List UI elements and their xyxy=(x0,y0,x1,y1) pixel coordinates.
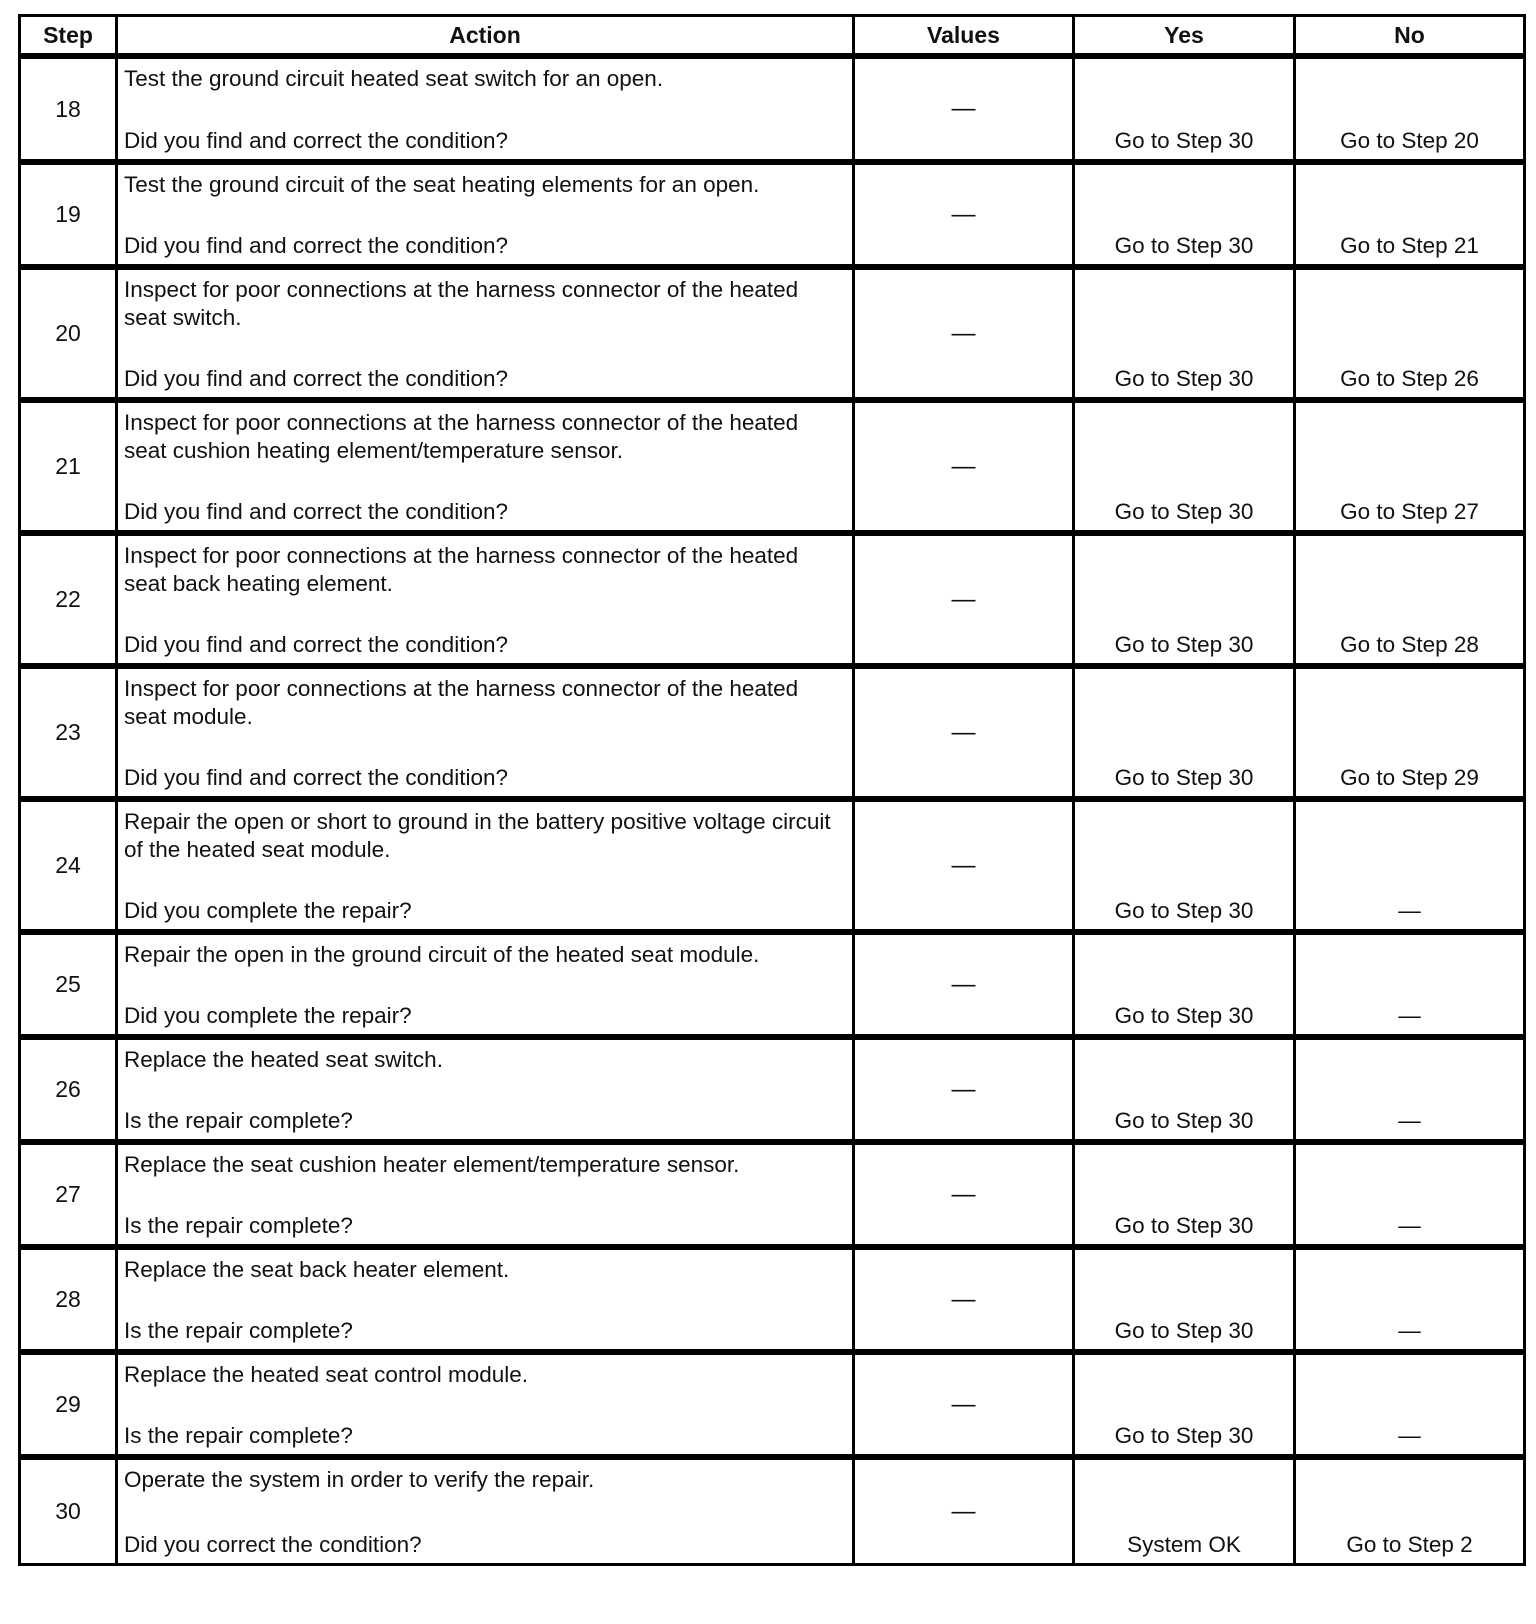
action-question: Is the repair complete? xyxy=(124,1108,353,1133)
action-question: Is the repair complete? xyxy=(124,1423,353,1448)
action-question: Did you complete the repair? xyxy=(124,898,412,923)
action-content xyxy=(118,270,852,397)
step-number: 26 xyxy=(18,1037,118,1142)
action-cell xyxy=(118,267,855,400)
step-number: 22 xyxy=(18,533,118,666)
header-row xyxy=(18,14,1526,56)
action-question: Did you find and correct the condition? xyxy=(124,632,508,657)
action-question: Did you complete the repair? xyxy=(124,1003,412,1028)
header-yes: Yes xyxy=(1075,14,1296,56)
action-content xyxy=(118,1145,852,1244)
action-text: Replace the seat back heater element. xyxy=(124,1257,510,1282)
action-content xyxy=(118,403,852,530)
table-row xyxy=(18,1037,1526,1142)
no-result: — xyxy=(1296,1037,1526,1142)
no-result: Go to Step 29 xyxy=(1296,666,1526,799)
yes-result: Go to Step 30 xyxy=(1075,162,1296,267)
action-text: Inspect for poor connections at the harness connector of the heated seat cushion heating element/temperature sensor. xyxy=(124,410,799,463)
action-content xyxy=(118,536,852,663)
yes-result: Go to Step 30 xyxy=(1075,1142,1296,1247)
no-result: Go to Step 20 xyxy=(1296,56,1526,162)
table-row xyxy=(18,932,1526,1037)
action-question: Is the repair complete? xyxy=(124,1318,353,1343)
no-result: — xyxy=(1296,799,1526,932)
yes-result: Go to Step 30 xyxy=(1075,400,1296,533)
values-cell: — xyxy=(855,932,1075,1037)
no-result: Go to Step 2 xyxy=(1296,1457,1526,1566)
action-text: Inspect for poor connections at the harness connector of the heated seat module. xyxy=(124,676,799,729)
no-result: — xyxy=(1296,1352,1526,1457)
step-number: 21 xyxy=(18,400,118,533)
yes-result: Go to Step 30 xyxy=(1075,799,1296,932)
action-text: Test the ground circuit heated seat switch for an open. xyxy=(124,66,664,91)
action-text: Operate the system in order to verify the repair. xyxy=(124,1467,595,1492)
step-number: 20 xyxy=(18,267,118,400)
values-cell: — xyxy=(855,1037,1075,1142)
step-number: 27 xyxy=(18,1142,118,1247)
yes-result: Go to Step 30 xyxy=(1075,56,1296,162)
action-cell xyxy=(118,1352,855,1457)
action-question: Did you find and correct the condition? xyxy=(124,499,508,524)
no-result: Go to Step 27 xyxy=(1296,400,1526,533)
action-cell xyxy=(118,1142,855,1247)
action-question: Is the repair complete? xyxy=(124,1213,353,1238)
yes-result: Go to Step 30 xyxy=(1075,267,1296,400)
table-row xyxy=(18,533,1526,666)
yes-result: Go to Step 30 xyxy=(1075,1247,1296,1352)
action-content xyxy=(118,165,852,264)
action-content xyxy=(118,1040,852,1139)
values-cell: — xyxy=(855,56,1075,162)
table-row xyxy=(18,1352,1526,1457)
values-cell: — xyxy=(855,1142,1075,1247)
no-result: Go to Step 26 xyxy=(1296,267,1526,400)
table-row xyxy=(18,162,1526,267)
table-body xyxy=(18,56,1526,1566)
step-number: 25 xyxy=(18,932,118,1037)
no-result: — xyxy=(1296,1142,1526,1247)
table-row xyxy=(18,56,1526,162)
values-cell: — xyxy=(855,162,1075,267)
table-row xyxy=(18,799,1526,932)
step-number: 23 xyxy=(18,666,118,799)
no-result: — xyxy=(1296,932,1526,1037)
step-number: 29 xyxy=(18,1352,118,1457)
header-no: No xyxy=(1296,14,1526,56)
action-cell xyxy=(118,1247,855,1352)
action-cell xyxy=(118,533,855,666)
action-content xyxy=(118,1355,852,1454)
action-text: Test the ground circuit of the seat heating elements for an open. xyxy=(124,172,760,197)
action-cell xyxy=(118,666,855,799)
action-text: Replace the heated seat control module. xyxy=(124,1362,529,1387)
action-content xyxy=(118,1460,852,1563)
action-cell xyxy=(118,932,855,1037)
values-cell: — xyxy=(855,799,1075,932)
diagnostic-table xyxy=(18,14,1526,1566)
action-content xyxy=(118,1250,852,1349)
action-content xyxy=(118,669,852,796)
action-cell xyxy=(118,1037,855,1142)
action-text: Repair the open or short to ground in the battery positive voltage circuit of the heated seat module. xyxy=(124,809,831,862)
action-question: Did you find and correct the condition? xyxy=(124,233,508,258)
step-number: 19 xyxy=(18,162,118,267)
action-cell xyxy=(118,56,855,162)
action-question: Did you find and correct the condition? xyxy=(124,128,508,153)
step-number: 30 xyxy=(18,1457,118,1566)
action-cell xyxy=(118,1457,855,1566)
values-cell: — xyxy=(855,267,1075,400)
action-content xyxy=(118,935,852,1034)
header-action: Action xyxy=(118,14,855,56)
action-content xyxy=(118,802,852,929)
action-text: Replace the seat cushion heater element/temperature sensor. xyxy=(124,1152,740,1177)
yes-result: Go to Step 30 xyxy=(1075,533,1296,666)
table-row xyxy=(18,1247,1526,1352)
action-text: Replace the heated seat switch. xyxy=(124,1047,443,1072)
values-cell: — xyxy=(855,1352,1075,1457)
action-cell xyxy=(118,162,855,267)
action-question: Did you find and correct the condition? xyxy=(124,765,508,790)
no-result: Go to Step 21 xyxy=(1296,162,1526,267)
action-question: Did you correct the condition? xyxy=(124,1532,422,1557)
action-text: Inspect for poor connections at the harness connector of the heated seat switch. xyxy=(124,277,799,330)
step-number: 28 xyxy=(18,1247,118,1352)
header-values: Values xyxy=(855,14,1075,56)
values-cell: — xyxy=(855,533,1075,666)
table-row xyxy=(18,666,1526,799)
values-cell: — xyxy=(855,1457,1075,1566)
values-cell: — xyxy=(855,1247,1075,1352)
action-question: Did you find and correct the condition? xyxy=(124,366,508,391)
action-content xyxy=(118,59,852,159)
yes-result: Go to Step 30 xyxy=(1075,666,1296,799)
step-number: 18 xyxy=(18,56,118,162)
no-result: — xyxy=(1296,1247,1526,1352)
yes-result: Go to Step 30 xyxy=(1075,932,1296,1037)
table-row xyxy=(18,267,1526,400)
yes-result: Go to Step 30 xyxy=(1075,1037,1296,1142)
values-cell: — xyxy=(855,666,1075,799)
values-cell: — xyxy=(855,400,1075,533)
action-text: Inspect for poor connections at the harness connector of the heated seat back heating element. xyxy=(124,543,799,596)
table-row xyxy=(18,1142,1526,1247)
table-row xyxy=(18,1457,1526,1566)
yes-result: System OK xyxy=(1075,1457,1296,1566)
yes-result: Go to Step 30 xyxy=(1075,1352,1296,1457)
action-text: Repair the open in the ground circuit of the heated seat module. xyxy=(124,942,760,967)
action-cell xyxy=(118,799,855,932)
no-result: Go to Step 28 xyxy=(1296,533,1526,666)
action-cell xyxy=(118,400,855,533)
table-row xyxy=(18,400,1526,533)
step-number: 24 xyxy=(18,799,118,932)
header-step: Step xyxy=(18,14,118,56)
